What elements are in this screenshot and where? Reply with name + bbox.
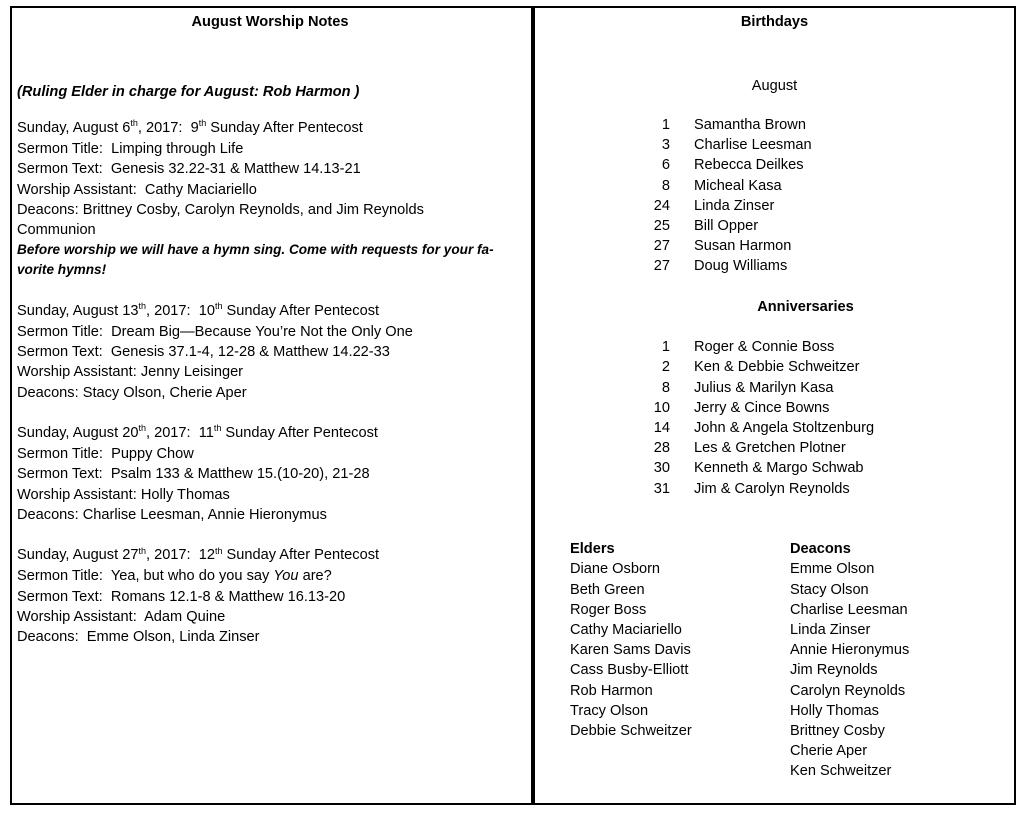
sermon-title-text: are?	[298, 568, 332, 585]
deacon-name: Brittney Cosby	[790, 723, 885, 740]
elders-list	[570, 559, 790, 741]
spacer	[535, 32, 1014, 76]
date-text: Sunday After Pentecost	[221, 424, 378, 441]
deacons-heading: Deacons	[790, 541, 851, 558]
sermon-title-text: Sermon Title: Yea, but who do you say	[17, 568, 274, 585]
anniversary-name: Roger & Connie Boss	[694, 339, 835, 356]
birthday-list	[535, 115, 1014, 277]
elder-name: Beth Green	[570, 581, 645, 598]
anniversary-name: Les & Gretchen Plotner	[694, 440, 846, 457]
service-block-aug-6	[17, 118, 523, 281]
birthday-day: 27	[653, 238, 670, 255]
worship-assistant-line: Worship Assistant: Cathy Maciariello	[17, 181, 257, 198]
deacon-name: Annie Hieronymus	[790, 642, 910, 659]
spacer	[17, 525, 523, 545]
sermon-text-line: Sermon Text: Romans 12.1-8 & Matthew 16.13-20	[17, 588, 346, 605]
ordinal-superscript: th	[214, 545, 223, 556]
ruling-elder-note: (Ruling Elder in charge for August: Rob Harmon )	[17, 84, 360, 101]
date-text: , 2017: 10	[145, 302, 215, 319]
anniversary-row	[640, 479, 1014, 499]
anniversary-row	[640, 378, 1014, 398]
sermon-title-line: Sermon Title: Puppy Chow	[17, 446, 194, 463]
elder-name: Cathy Maciariello	[570, 622, 682, 639]
anniversary-row	[640, 337, 1014, 357]
deacons-line: Deacons: Stacy Olson, Cherie Aper	[17, 384, 247, 401]
elders-heading: Elders	[570, 541, 615, 558]
birthday-day: 8	[661, 177, 670, 194]
anniversary-day: 14	[653, 420, 670, 437]
worship-assistant-line: Worship Assistant: Adam Quine	[17, 608, 226, 625]
elder-name: Roger Boss	[570, 601, 647, 618]
deacon-name: Stacy Olson	[790, 581, 869, 598]
deacons-line: Deacons: Charlise Leesman, Annie Hieronymus	[17, 506, 327, 523]
birthday-row	[640, 256, 1014, 276]
elder-name: Diane Osborn	[570, 561, 661, 578]
service-date-line	[17, 423, 523, 444]
birthday-row	[640, 216, 1014, 236]
worship-assistant-line: Worship Assistant: Holly Thomas	[17, 486, 230, 503]
ordinal-superscript: th	[198, 118, 207, 129]
deacon-name: Jim Reynolds	[790, 662, 878, 679]
birthday-day: 27	[653, 258, 670, 275]
anniversary-name: Julius & Marilyn Kasa	[694, 379, 834, 396]
service-date-line	[17, 118, 523, 139]
hymn-sing-note-line-2: vorite hymns!	[17, 262, 107, 278]
elders-column	[570, 539, 790, 781]
birthday-row	[640, 236, 1014, 256]
birthday-row	[640, 196, 1014, 216]
sermon-title-line: Sermon Title: Limping through Life	[17, 141, 244, 158]
birthdays-panel	[533, 6, 1016, 805]
birthday-name: Bill Opper	[694, 218, 759, 235]
ordinal-superscript: th	[213, 423, 222, 434]
anniversary-name: Jerry & Cince Bowns	[694, 399, 830, 416]
date-text: Sunday After Pentecost	[206, 119, 363, 136]
sermon-text-line: Sermon Text: Genesis 37.1-4, 12-28 & Matthew 14.22-33	[17, 344, 390, 361]
spacer	[17, 102, 523, 118]
date-text: Sunday After Pentecost	[222, 302, 380, 319]
birthday-day: 24	[653, 197, 670, 214]
deacon-name: Cherie Aper	[790, 743, 868, 760]
birthday-row	[640, 115, 1014, 135]
anniversary-day: 2	[661, 359, 670, 376]
ordinal-superscript: th	[138, 545, 146, 556]
spacer	[17, 403, 523, 423]
service-block-aug-20	[17, 423, 523, 525]
anniversary-day: 31	[653, 480, 670, 497]
spacer	[17, 281, 523, 301]
sermon-text-line: Sermon Text: Genesis 32.22-31 & Matthew 14.13-21	[17, 161, 361, 178]
deacons-line: Deacons: Brittney Cosby, Carolyn Reynolds, and Jim Reynolds	[17, 201, 424, 218]
service-date-line	[17, 545, 523, 566]
anniversary-name: John & Angela Stoltzenburg	[694, 420, 875, 437]
deacons-column	[790, 539, 1014, 781]
birthday-name: Charlise Leesman	[694, 137, 812, 154]
anniversary-row	[640, 398, 1014, 418]
spacer	[535, 317, 1014, 337]
hymn-sing-note-line-1: Before worship we will have a hymn sing. Come with requests for your fa-	[17, 242, 494, 258]
anniversary-day: 1	[661, 339, 670, 356]
service-date-line	[17, 301, 523, 322]
elder-name: Rob Harmon	[570, 682, 653, 699]
elder-name: Cass Busby-Elliott	[570, 662, 689, 679]
spacer	[535, 499, 1014, 539]
deacons-list	[790, 559, 1014, 781]
date-text: , 2017: 9	[137, 119, 199, 136]
birthday-name: Linda Zinser	[694, 197, 775, 214]
deacon-name: Linda Zinser	[790, 622, 871, 639]
elder-name: Tracy Olson	[570, 702, 649, 719]
deacon-name: Ken Schweitzer	[790, 763, 892, 780]
anniversary-name: Kenneth & Margo Schwab	[694, 460, 864, 477]
birthday-day: 3	[661, 137, 670, 154]
spacer	[17, 32, 523, 82]
ordinal-superscript: th	[138, 301, 146, 312]
sermon-title-line: Sermon Title: Dream Big—Because You’re Not the Only One	[17, 323, 413, 340]
birthday-row	[640, 155, 1014, 175]
anniversary-day: 30	[653, 460, 670, 477]
ordinal-superscript: th	[138, 423, 146, 434]
birthday-name: Samantha Brown	[694, 117, 806, 133]
deacon-name: Carolyn Reynolds	[790, 682, 906, 699]
officers-columns	[570, 539, 1014, 781]
date-text: Sunday After Pentecost	[222, 547, 380, 564]
birthdays-title: Birthdays	[740, 14, 809, 30]
spacer	[535, 96, 1014, 115]
spacer	[535, 277, 1014, 297]
date-text: , 2017: 11	[145, 424, 214, 441]
deacons-line: Deacons: Emme Olson, Linda Zinser	[17, 628, 260, 645]
anniversary-list	[535, 337, 1014, 499]
birthday-row	[640, 135, 1014, 155]
date-text: Sunday, August 27	[17, 547, 139, 564]
birthday-day: 25	[653, 218, 670, 235]
communion-line: Communion	[17, 221, 96, 238]
birthday-day: 6	[661, 157, 670, 174]
anniversary-name: Ken & Debbie Schweitzer	[694, 359, 860, 376]
elder-name: Debbie Schweitzer	[570, 723, 692, 740]
elder-name: Karen Sams Davis	[570, 642, 691, 659]
date-text: Sunday, August 20	[17, 424, 139, 441]
birthday-name: Rebecca Deilkes	[694, 157, 804, 174]
anniversary-row	[640, 418, 1014, 438]
ordinal-superscript: th	[130, 118, 138, 129]
birthday-name: Micheal Kasa	[694, 177, 782, 194]
anniversary-day: 8	[661, 379, 670, 396]
sermon-text-line: Sermon Text: Psalm 133 & Matthew 15.(10-20), 21-28	[17, 466, 370, 483]
anniversary-row	[640, 458, 1014, 478]
date-text: Sunday, August 13	[17, 302, 139, 319]
worship-notes-title: August Worship Notes	[191, 14, 349, 30]
anniversary-name: Jim & Carolyn Reynolds	[694, 480, 850, 497]
birthday-name: Susan Harmon	[694, 238, 792, 255]
anniversary-day: 28	[653, 440, 670, 457]
ordinal-superscript: th	[214, 301, 223, 312]
date-text: , 2017: 12	[145, 547, 215, 564]
sermon-title-line	[17, 566, 523, 586]
anniversaries-heading: Anniversaries	[757, 298, 854, 315]
birthday-name: Doug Williams	[694, 258, 788, 275]
deacon-name: Charlise Leesman	[790, 601, 908, 618]
date-text: Sunday, August 6	[17, 119, 131, 136]
worship-assistant-line: Worship Assistant: Jenny Leisinger	[17, 364, 244, 381]
worship-notes-panel	[10, 6, 533, 805]
anniversary-day: 10	[653, 399, 670, 416]
anniversary-row	[640, 357, 1014, 377]
service-block-aug-13	[17, 301, 523, 403]
anniversary-row	[640, 438, 1014, 458]
sermon-title-italic-word: You	[273, 568, 299, 585]
birthday-day: 1	[661, 117, 670, 133]
deacon-name: Emme Olson	[790, 561, 875, 578]
service-block-aug-27	[17, 545, 523, 647]
birthdays-month-heading: August	[751, 77, 798, 94]
deacon-name: Holly Thomas	[790, 702, 879, 719]
birthday-row	[640, 176, 1014, 196]
